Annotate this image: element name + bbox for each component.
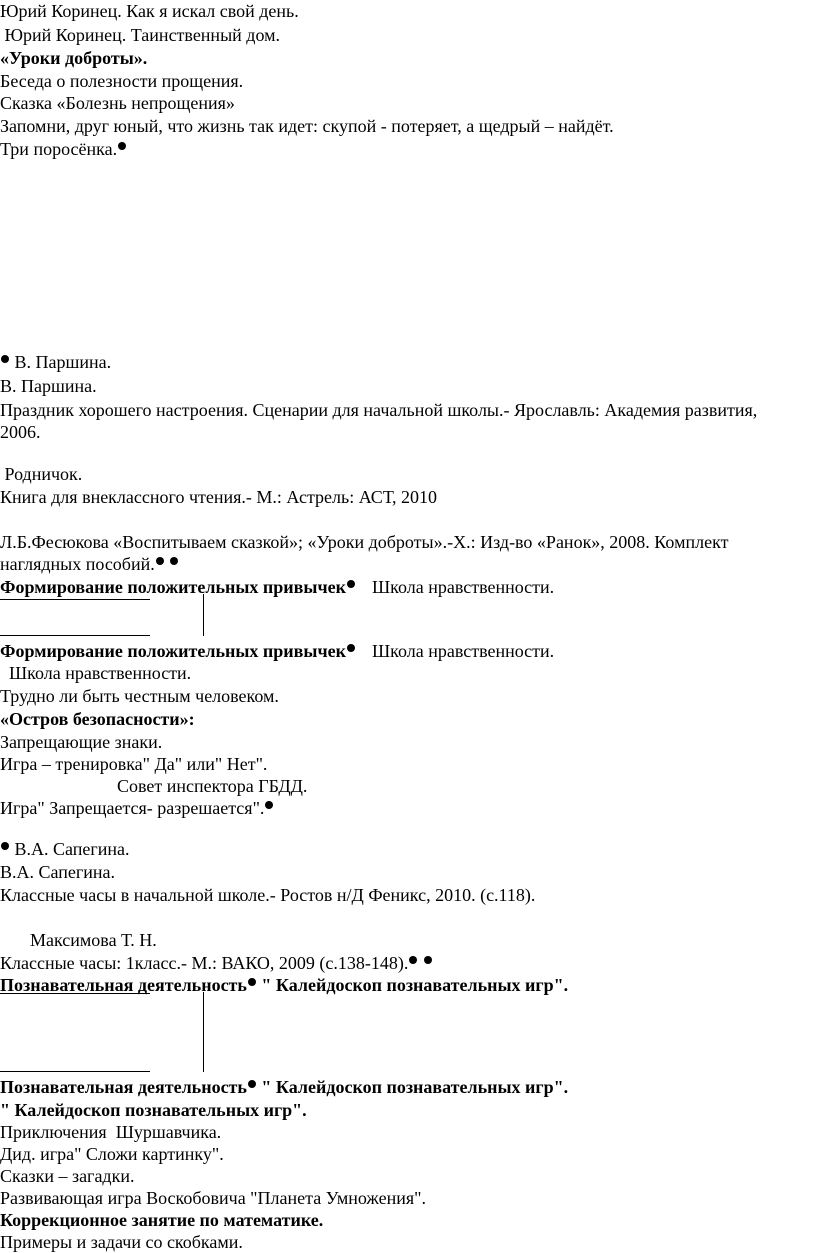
text-line: Познавательная деятельность " Калейдоскоп познавательных игр". xyxy=(0,975,569,995)
bullet-icon xyxy=(248,1080,256,1088)
text-line: Сказки – загадки. xyxy=(0,1166,135,1186)
text-line: Книга для внеклассного чтения.- М.: Астрель: АСТ, 2010 xyxy=(0,487,438,507)
text-line: В.А. Сапегина. xyxy=(0,862,116,882)
text-line: Формирование положительных привычек Школа нравственности. xyxy=(0,577,555,597)
bullet-icon xyxy=(347,644,355,652)
text-line: В.А. Сапегина. xyxy=(0,838,130,860)
bullet-icon xyxy=(409,956,417,964)
text-line: Сказка «Болезнь непрощения» xyxy=(0,93,235,113)
divider-line xyxy=(0,635,150,636)
text-line: В. Паршина. xyxy=(0,376,97,396)
text-line: Классные часы: 1класс.- М.: ВАКО, 2009 (с.138-148). xyxy=(0,952,433,974)
bullet-icon xyxy=(170,557,178,565)
bullet-icon xyxy=(1,355,9,363)
text-line: Познавательная деятельность " Калейдоскоп познавательных игр". xyxy=(0,1077,569,1097)
text-line: Трудно ли быть честным человеком. xyxy=(0,686,279,706)
text-line: 2006. xyxy=(0,422,41,442)
text-line: Юрий Коринец. Как я искал свой день. xyxy=(0,1,299,21)
text-line: Развивающая игра Воскобовича "Планета Умножения". xyxy=(0,1188,427,1208)
divider-line xyxy=(203,992,204,1072)
bullet-icon xyxy=(424,956,432,964)
bullet-icon xyxy=(118,142,126,150)
text-line: Классные часы в начальной школе.- Ростов н/Д Феникс, 2010. (с.118). xyxy=(0,885,536,905)
text-line: В. Паршина. xyxy=(0,351,111,373)
text-line: Запомни, друг юный, что жизнь так идет: скупой - потеряет, а щедрый – найдёт. xyxy=(0,116,614,136)
text-line: Игра" Запрещается- разрешается". xyxy=(0,797,274,819)
section-heading: " Калейдоскоп познавательных игр". xyxy=(0,1100,307,1120)
text-line: Праздник хорошего настроения. Сценарии для начальной школы.- Ярославль: Академия развития, xyxy=(0,400,758,420)
divider-line xyxy=(0,1071,150,1072)
section-heading: Коррекционное занятие по математике. xyxy=(0,1210,324,1230)
bullet-icon xyxy=(1,842,9,850)
text-line: Л.Б.Фесюкова «Воспитываем сказкой»; «Уроки доброты».-Х.: Изд-во «Ранок», 2008. Комплект xyxy=(0,532,729,552)
text-line: Юрий Коринец. Таинственный дом. xyxy=(0,25,281,45)
section-heading: «Остров безопасности»: xyxy=(0,709,195,729)
text-line: Школа нравственности. xyxy=(0,663,192,683)
divider-line xyxy=(203,594,204,636)
section-heading: «Уроки доброты». xyxy=(0,48,148,68)
text-line: Дид. игра" Сложи картинку". xyxy=(0,1144,224,1164)
text-line: Игра – тренировка" Да" или" Нет". xyxy=(0,754,268,774)
bullet-icon xyxy=(265,801,273,809)
text-line: Совет инспектора ГБДД. xyxy=(117,776,308,796)
text-line: Родничок. xyxy=(0,464,83,484)
bullet-icon xyxy=(248,978,256,986)
text-line: Беседа о полезности прощения. xyxy=(0,71,244,91)
divider-line xyxy=(0,599,150,600)
text-line: Приключения Шуршавчика. xyxy=(0,1122,222,1142)
bullet-icon xyxy=(347,580,355,588)
text-line: Запрещающие знаки. xyxy=(0,732,163,752)
text-line: наглядных пособий. xyxy=(0,553,179,575)
text-line: Максимова Т. Н. xyxy=(30,930,157,950)
text-line: Примеры и задачи со скобками. xyxy=(0,1232,243,1252)
text-line: Три поросёнка. xyxy=(0,138,127,160)
divider-line xyxy=(0,993,150,994)
bullet-icon xyxy=(156,557,164,565)
text-line: Формирование положительных привычек Школа нравственности. xyxy=(0,641,555,661)
